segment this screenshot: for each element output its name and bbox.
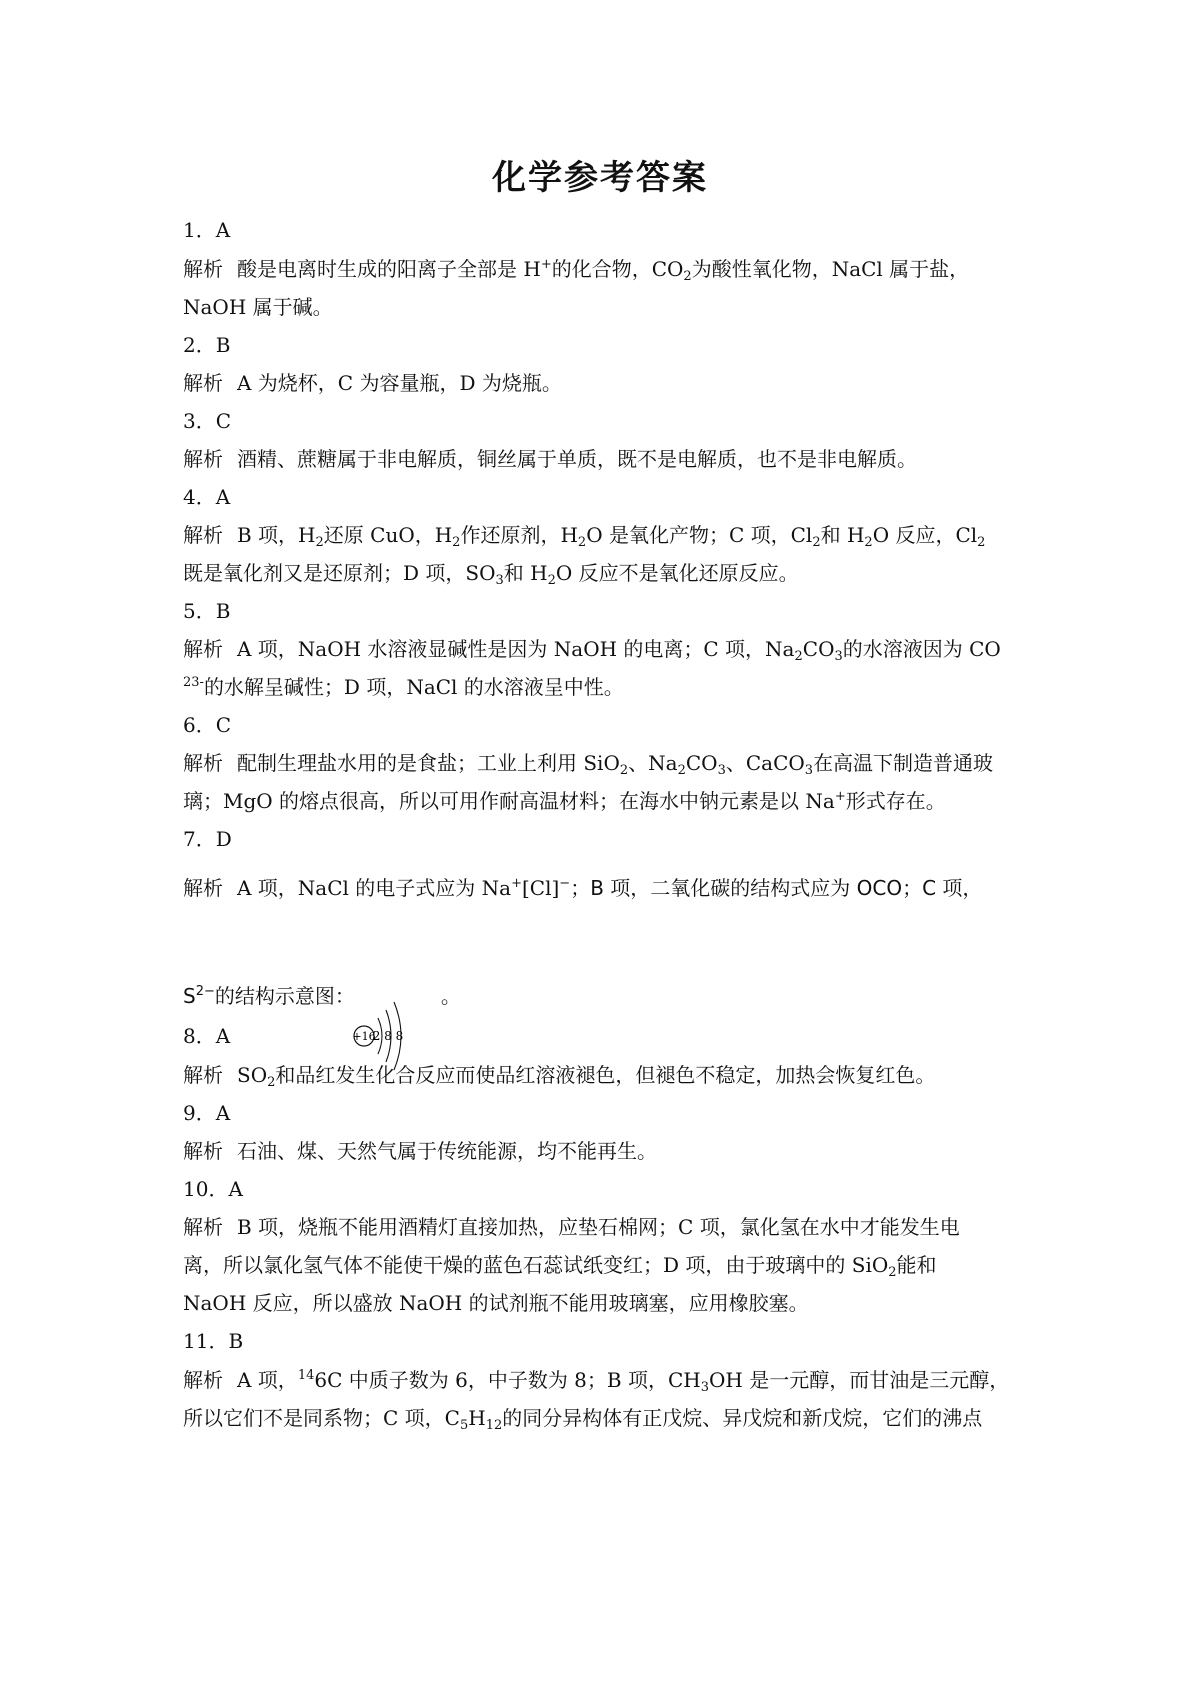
answer-1: 1．A	[183, 218, 231, 242]
explanation-label: 解析	[183, 523, 223, 547]
answer-8: 8．A	[183, 1024, 231, 1048]
explanation-label: 解析	[183, 1139, 223, 1163]
answer-5: 5．B	[183, 599, 231, 623]
answer-10: 10．A	[183, 1177, 243, 1201]
answer-2: 2．B	[183, 333, 231, 357]
nucleus-charge: +16	[352, 1030, 376, 1043]
explanation-label: 解析	[183, 257, 223, 281]
explanation-label: 解析	[183, 637, 223, 661]
answer-4: 4．A	[183, 485, 231, 509]
explanation-3: 解析 酒精、蔗糖属于非电解质，铜丝属于单质，既不是电解质，也不是非电解质。	[183, 447, 917, 471]
explanation-label: 解析	[183, 1063, 223, 1087]
explanation-4-line-1: 解析 B 项，$H_2$还原 CuO，$H_2$作还原剂，$H_2O$ 是氧化产物；C 项，$Cl_2$和 $H_2O$ 反应，$Cl_2$	[183, 523, 986, 550]
explanation-label: 解析	[183, 876, 223, 900]
explanation-1-line-2: NaOH 属于碱。	[183, 295, 333, 319]
electron-dot-chlorine: Cl	[529, 876, 552, 900]
explanation-10-line-1: 解析 B 项，烧瓶不能用酒精灯直接加热，应垫石棉网；C 项，氯化氢在水中才能发生电	[183, 1215, 960, 1239]
answer-3: 3．C	[183, 409, 232, 433]
answer-9: 9．A	[183, 1101, 231, 1125]
answer-11: 11．B	[183, 1329, 244, 1353]
explanation-11-line-2: 所以它们不是同系物；C 项，$C_5H_{12}$的同分异构体有正戊烷、异戊烷和新戊烷，它们的沸点	[183, 1406, 983, 1433]
explanation-5-line-2: $^{23-}$的水解呈碱性；D 项，NaCl 的水溶液呈中性。	[183, 675, 624, 699]
explanation-8: 解析 $SO_2$和品红发生化合反应而使品红溶液褪色，但褪色不稳定，加热会恢复红色。	[183, 1063, 936, 1090]
explanation-label: 解析	[183, 751, 223, 775]
shell-electrons: 2 8 8	[372, 1029, 404, 1043]
explanation-2: 解析 A 为烧杯，C 为容量瓶，D 为烧瓶。	[183, 371, 562, 395]
explanation-7-line-2: $S^{2-}$的结构示意图： 。	[183, 984, 461, 1008]
explanation-6-line-1: 解析 配制生理盐水用的是食盐；工业上利用 SiO$_2$、$Na_2CO_3$、CaCO$_3$在高温下制造普通玻	[183, 751, 994, 778]
explanation-5-line-1: 解析 A 项，NaOH 水溶液显碱性是因为 NaOH 的电离；C 项，$Na_2CO_3$的水溶液因为 CO	[183, 637, 1001, 664]
answer-6: 6．C	[183, 713, 232, 737]
answer-7: 7．D	[183, 827, 232, 851]
explanation-9: 解析 石油、煤、天然气属于传统能源，均不能再生。	[183, 1139, 657, 1163]
explanation-label: 解析	[183, 1215, 223, 1239]
explanation-6-line-2: 璃；MgO 的熔点很高，所以可用作耐高温材料；在海水中钠元素是以 Na+形式存在。	[183, 789, 946, 813]
explanation-11-line-1: 解析 A 项，$^{14}$6C 中质子数为 6，中子数为 8；B 项，$CH_3OH$ 是一元醇，而甘油是三元醇，	[183, 1368, 1010, 1395]
explanation-label: 解析	[183, 447, 223, 471]
explanation-1-line-1: 解析 酸是电离时生成的阳离子全部是 H+的化合物，$CO_2$为酸性氧化物，NaCl 属于盐，	[183, 257, 970, 284]
explanation-10-line-3: NaOH 反应，所以盛放 NaOH 的试剂瓶不能用玻璃塞，应用橡胶塞。	[183, 1291, 809, 1315]
page-title: 化学参考答案	[492, 158, 708, 198]
explanation-7-line-1: 解析 A 项，NaCl 的电子式应为 Na+[Cl]−；B 项，二氧化碳的结构式应为 OCO；C 项，	[183, 876, 983, 900]
explanation-label: 解析	[183, 371, 223, 395]
explanation-4-line-2: 既是氧化剂又是还原剂；D 项，$SO_3$和 $H_2O$ 反应不是氧化还原反应。	[183, 561, 799, 588]
explanation-10-line-2: 离，所以氯化氢气体不能使干燥的蓝色石蕊试纸变红；D 项，由于玻璃中的 SiO$_2$能和	[183, 1253, 937, 1280]
explanation-label: 解析	[183, 1368, 223, 1392]
